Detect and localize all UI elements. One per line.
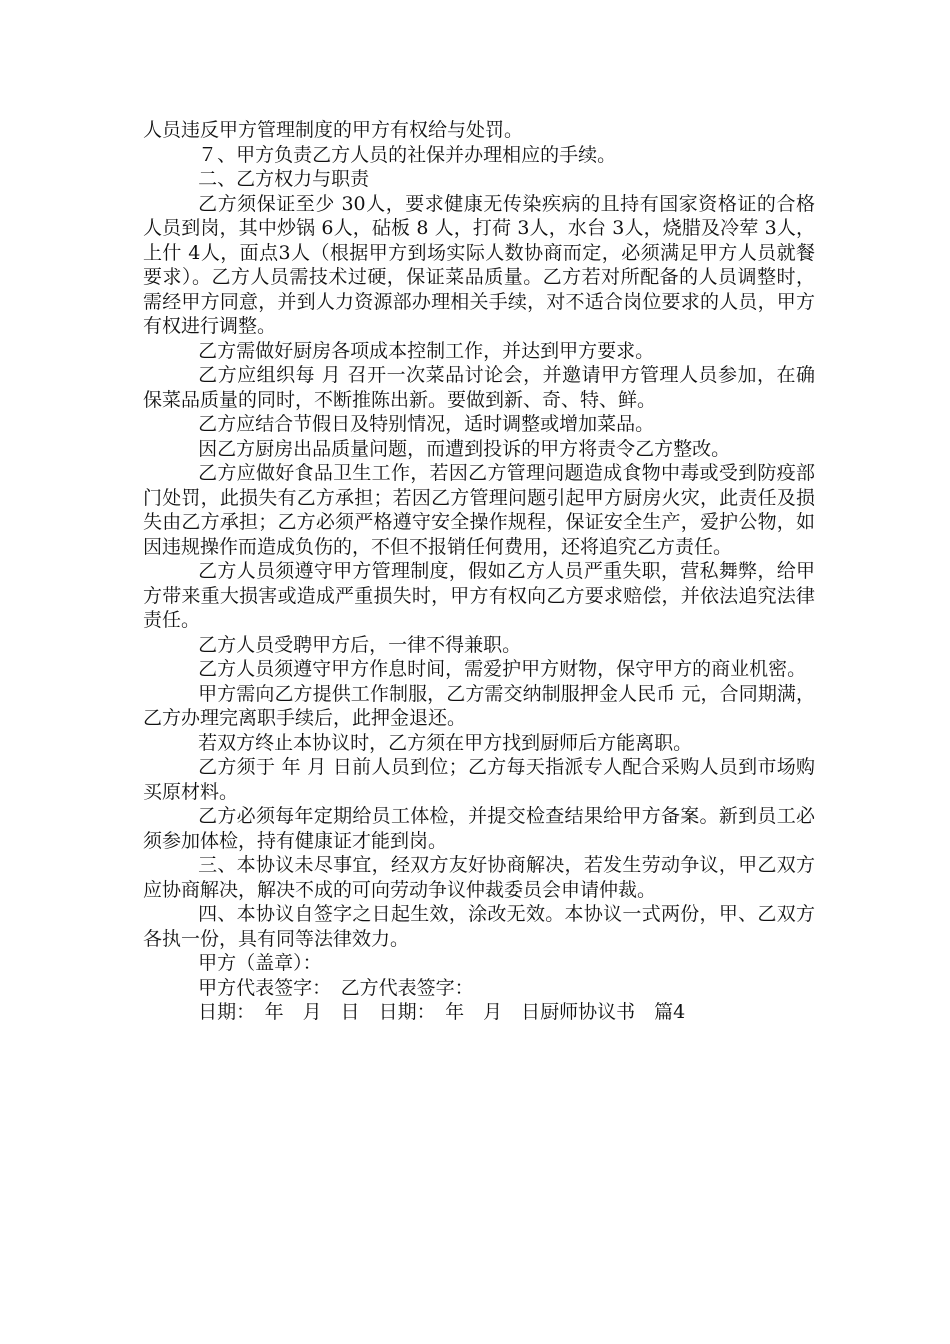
paragraph: 乙方须保证至少 30人，要求健康无传染疾病的且持有国家资格证的合格人员到岗，其中炒锅 6人，砧板 8 人，打荷 3人，水台 3人，烧腊及冷荤 3人，上什 4人，面点3人（根据甲方到场实际人数协商而定，必须满足甲方人员就餐要求）。乙方人员需技术过硬，保证菜品质量。乙方若对所配备的人员调整时，需经甲方同意，并到人力资源部办理相关手续，对不适合岗位要求的人员，甲方有权进行调整。 [143, 192, 815, 337]
section-paragraph: 四、本协议自签字之日起生效，涂改无效。本协议一式两份，甲、乙双方各执一份，具有同等法律效力。 [143, 903, 815, 950]
paragraph: 乙方必须每年定期给员工体检，并提交检查结果给甲方备案。新到员工必须参加体检，持有健康证才能到岗。 [143, 805, 815, 852]
section-paragraph: 三、本协议未尽事宜，经双方友好协商解决，若发生劳动争议，甲乙双方应协商解决，解决不成的可向劳动争议仲裁委员会申请仲裁。 [143, 854, 815, 901]
paragraph: 乙方应组织每 月 召开一次菜品讨论会，并邀请甲方管理人员参加，在确保菜品质量的同时，不断推陈出新。要做到新、奇、特、鲜。 [143, 364, 815, 411]
paragraph: 人员违反甲方管理制度的甲方有权给与处罚。 [143, 119, 524, 141]
paragraph: 乙方人员受聘甲方后，一律不得兼职。 [198, 633, 522, 656]
paragraph: ７、甲方负责乙方人员的社保并办理相应的手续。 [198, 143, 617, 166]
date-line: 日期： 年 月 日 日期： 年 月 日厨师协议书 篇4 [198, 1001, 686, 1023]
signature-line-representatives: 甲方代表签字： 乙方代表签字： [198, 976, 474, 999]
section-heading: 二、乙方权力与职责 [198, 168, 370, 190]
paragraph: 甲方需向乙方提供工作制服，乙方需交纳制服押金人民币 元，合同期满，乙方办理完离职手续后，此押金退还。 [143, 682, 815, 729]
paragraph: 乙方人员须遵守甲方管理制度，假如乙方人员严重失职，营私舞弊，给甲方带来重大损害或造成严重损失时，甲方有权向乙方要求赔偿，并依法追究法律责任。 [143, 560, 815, 631]
signature-line-party-a: 甲方（盖章）： [198, 952, 322, 974]
paragraph: 乙方人员须遵守甲方作息时间，需爱护甲方财物，保守甲方的商业机密。 [198, 658, 807, 680]
paragraph: 乙方须于 年 月 日前人员到位；乙方每天指派专人配合采购人员到市场购买原材料。 [143, 756, 815, 803]
paragraph: 乙方应结合节假日及特别情况，适时调整或增加菜品。 [198, 413, 655, 435]
paragraph: 若双方终止本协议时，乙方须在甲方找到厨师后方能离职。 [198, 731, 693, 754]
document-body [143, 118, 815, 1025]
paragraph: 乙方应做好食品卫生工作，若因乙方管理问题造成食物中毒或受到防疫部门处罚，此损失有乙方承担；若因乙方管理问题引起甲方厨房火灾，此责任及损失由乙方承担；乙方必须严格遵守安全操作规程，保证安全生产，爱护公物，如因违规操作而造成负伤的，不但不报销任何费用，还将追究乙方责任。 [143, 462, 815, 558]
paragraph: 因乙方厨房出品质量问题，而遭到投诉的甲方将责令乙方整改。 [198, 437, 731, 460]
paragraph: 乙方需做好厨房各项成本控制工作，并达到甲方要求。 [198, 339, 655, 362]
